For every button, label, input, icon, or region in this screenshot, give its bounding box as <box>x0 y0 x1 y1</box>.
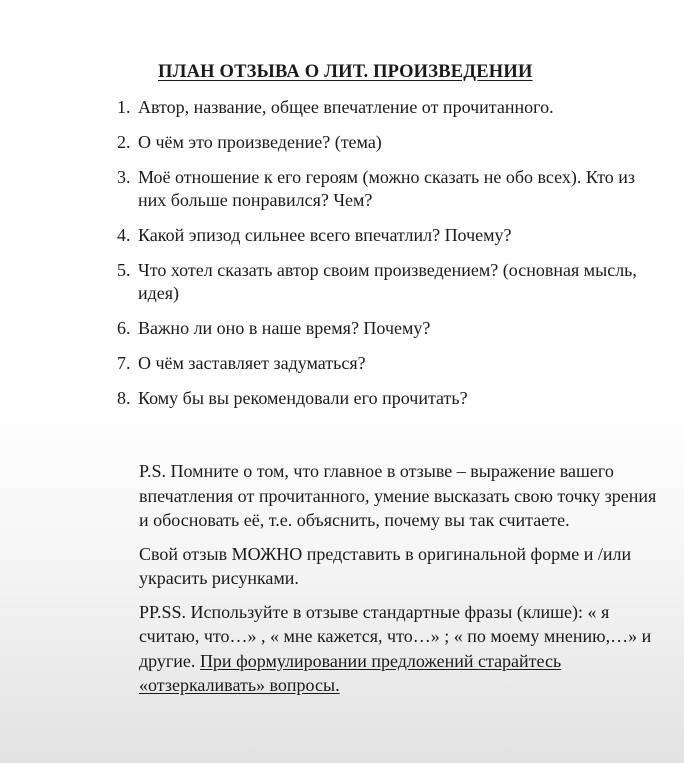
plan-item-text: Моё отношение к его героям (можно сказать не обо всех). Кто из них больше понравился? Чем? <box>138 167 636 210</box>
ppss-lead-text: PP.SS. Используйте в отзыве стандартные фразы (клише): « я считаю, что…» , « мне кажется, что…» ; « по моему мнению,…» и другие. <box>139 601 652 671</box>
plan-item-number: 6. <box>117 318 131 338</box>
plan-item-text: Что хотел сказать автор своим произведением? (основная мысль, идея) <box>138 260 637 303</box>
ps-note: P.S. Помните о том, что главное в отзыве – выражение вашего впечатления от прочитанного, умение высказать свою точку зрения и обосновать её, т.е. объяснить, почему вы так считаете. <box>139 461 657 530</box>
plan-item <box>117 224 657 247</box>
plan-item <box>117 166 657 212</box>
ppss-underlined-text: При формулировании предложений старайтесь «отзеркаливать» вопросы. <box>139 650 562 695</box>
plan-item-number: 8. <box>117 388 131 408</box>
plan-item-number: 2. <box>117 132 131 152</box>
ppss-note <box>139 600 659 698</box>
plan-item-number: 3. <box>117 167 131 187</box>
plan-item-number: 1. <box>117 97 131 117</box>
plan-item-text: О чём это произведение? (тема) <box>138 132 382 152</box>
plan-item-text: Важно ли оно в наше время? Почему? <box>138 318 431 338</box>
plan-item <box>117 131 657 154</box>
plan-item-number: 7. <box>117 353 131 373</box>
plan-item <box>117 352 657 375</box>
plan-item-text: Автор, название, общее впечатление от прочитанного. <box>138 97 554 117</box>
plan-item <box>117 387 657 410</box>
plan-item-number: 4. <box>117 225 131 245</box>
plan-list <box>117 96 657 422</box>
document-title: ПЛАН ОТЗЫВА О ЛИТ. ПРОИЗВЕДЕНИИ <box>158 62 533 82</box>
plan-item-text: О чём заставляет задуматься? <box>138 353 366 373</box>
plan-item <box>117 259 657 305</box>
plan-item <box>117 96 657 119</box>
plan-item-text: Какой эпизод сильнее всего впечатлил? Почему? <box>138 225 512 245</box>
form-note: Свой отзыв МОЖНО представить в оригинальной форме и /или украсить рисунками. <box>139 543 632 588</box>
plan-item <box>117 317 657 340</box>
plan-item-text: Кому бы вы рекомендовали его прочитать? <box>138 388 468 408</box>
notes-section <box>139 459 659 707</box>
plan-item-number: 5. <box>117 260 131 280</box>
